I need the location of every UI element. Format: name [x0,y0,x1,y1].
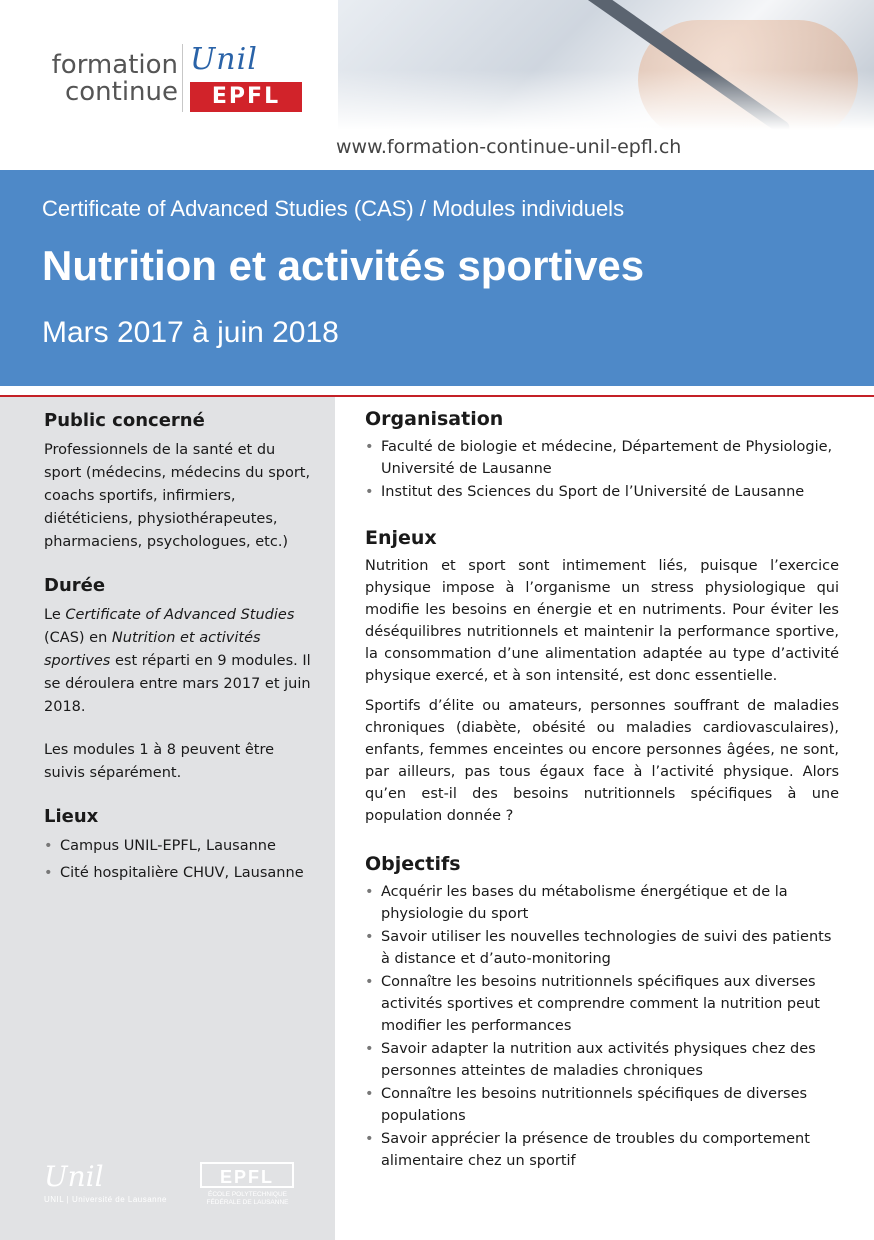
objectif-item: • Savoir utiliser les nouvelles technologies de suivi des patients à distance et d’auto-monitoring [365,926,839,970]
duree-text-part: est réparti en 9 modules. Il se déroulera entre mars 2017 et juin 2018. [44,653,311,715]
public-heading: Public concerné [44,410,205,431]
banner-dates: Mars 2017 à juin 2018 [42,316,339,349]
objectifs-list [365,881,839,1172]
organisation-item: • Faculté de biologie et médecine, Département de Physiologie, Université de Lausanne [365,436,839,480]
page-header [0,0,874,170]
logo-wordmark [30,52,178,106]
logo-continue: continue [64,77,178,107]
sidebar-content [44,409,314,889]
footer-epfl-tag-line: ÉCOLE POLYTECHNIQUE [208,1191,287,1198]
banner-title: Nutrition et activités sportives [42,242,645,289]
duree-text-italic: Certificate of Advanced Studies [65,607,295,623]
footer-epfl-tag [200,1191,295,1207]
main-content [365,406,839,1194]
lieux-item: • Cité hospitalière CHUV, Lausanne [44,862,314,885]
public-text: Professionnels de la santé et du sport (médecins, médecins du sport, coachs sportifs, infirmiers, diététiciens, physiothérapeutes, pharmaciens, psychologues, etc.) [44,442,311,550]
title-banner [0,170,874,386]
lieux-item: • Campus UNIL-EPFL, Lausanne [44,835,314,858]
header-photo-hand-writing [338,0,874,130]
enjeux-heading: Enjeux [365,527,437,549]
footer-unil-tag: UNIL | Université de Lausanne [44,1195,168,1204]
enjeux-paragraph-2: Sportifs d’élite ou amateurs, personnes souffrant de maladies chroniques (diabète, obésité ou maladies cardiovasculaires), enfants, femmes enceintes ou encore personnes âgées, ne sont, par ailleurs, pas tous égaux face à l’activité physique. Alors qu’en est-il des besoins nutritionnels spécifiques à une population donnée ? [365,698,839,824]
section-gap [365,835,839,851]
objectif-item: • Acquérir les bases du métabolisme énergétique et de la physiologie du sport [365,881,839,925]
footer-epfl-mark: EPFL [200,1162,294,1188]
epfl-logo: EPFL [190,82,302,112]
unil-logo: Unil [190,42,258,77]
duree-text-part: (CAS) en [44,630,112,646]
duree-text-modules: Les modules 1 à 8 peuvent être suivis séparément. [44,742,275,781]
objectif-item: • Savoir adapter la nutrition aux activités physiques chez des personnes atteintes de maladies chroniques [365,1038,839,1082]
objectif-item: • Connaître les besoins nutritionnels spécifiques aux diverses activités sportives et comprendre comment la nutrition peut modifier les performances [365,971,839,1037]
duree-text-part: Le [44,607,66,623]
objectif-item: • Savoir apprécier la présence de troubles du comportement alimentaire chez un sportif [365,1128,839,1172]
organisation-item: • Institut des Sciences du Sport de l’Université de Lausanne [365,481,839,503]
organisation-heading: Organisation [365,408,504,430]
duree-text-italic: Nutrition et activités sportives [44,630,261,669]
lieux-heading: Lieux [44,806,99,827]
organisation-list [365,436,839,503]
formation-continue-logo [30,44,320,116]
duree-text [44,604,314,719]
footer-epfl-tag-line: FÉDÉRALE DE LAUSANNE [206,1199,289,1206]
banner-subtitle: Certificate of Advanced Studies (CAS) / Modules individuels [42,196,625,221]
lieux-list [44,835,314,885]
sidebar [0,397,335,1240]
enjeux-paragraph-1: Nutrition et sport sont intimement liés, puisque l’exercice physique impose à l’organisme un stress physiologique qui modifie les besoins en énergie et en nutriments. Pour éviter les déséquilibres nutritionnels et maintenir la performance sportive, la consommation d’une alimentation adaptée au type d’activité physique exercé, et à son intensité, est donc essentielle. [365,558,839,684]
logo-formation: formation [51,50,178,80]
footer-unil-script: Unil [44,1160,104,1193]
photo-paper-fade [338,70,874,130]
footer-unil-logo [44,1160,189,1220]
objectifs-heading: Objectifs [365,853,461,875]
footer-epfl-logo [200,1162,295,1214]
website-url: www.formation-continue-unil-epfl.ch [336,136,682,158]
logo-divider [182,44,183,112]
duree-heading: Durée [44,575,106,596]
objectif-item: • Connaître les besoins nutritionnels spécifiques de diverses populations [365,1083,839,1127]
